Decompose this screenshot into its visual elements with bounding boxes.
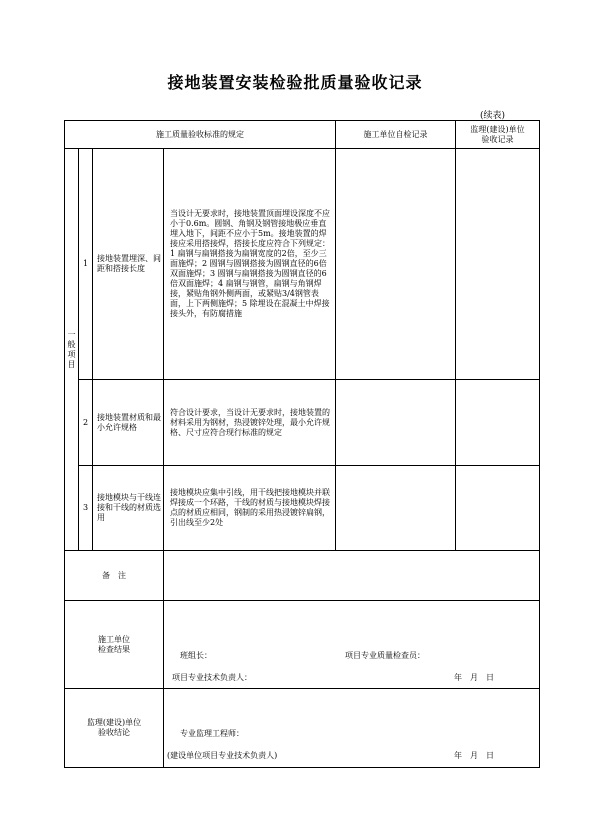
- standard-text: 当设计无要求时，接地装置顶面埋设深度不应小于0.6m。圆钢、角钢及钢管接地极应垂直埋入地下，间距不应小于5m。接地装置的焊接应采用搭接焊，搭接长度应符合下列规定：1 扁钢与扁钢搭接为扁钢宽度的2倍，至少三面施焊；2 圆钢与圆钢搭接为圆钢直径的6倍双面施焊；3 圆钢与扁钢搭接为圆钢直径的6倍双面施焊；4 扁钢与钢管，扁钢与角钢焊接，紧贴角钢外侧两面，或紧贴3/4钢管表面，上下两侧施焊；5 除埋设在混凝土中焊接接头外，有防腐措施: [164, 149, 336, 380]
- supervision-label: 监理(建设)单位 验收结论: [65, 689, 164, 768]
- supervisor-cell[interactable]: [456, 149, 540, 380]
- section-char: 目: [67, 359, 76, 369]
- item-name: 接地装置材质和最小允许规格: [93, 380, 164, 466]
- self-check-cell[interactable]: [336, 149, 456, 380]
- header-supervisor: 监理(建设)单位 验收记录: [456, 121, 540, 149]
- inspection-record-table: [64, 120, 540, 768]
- item-name: 接地模块与干线连接和干线的材质选用: [93, 466, 164, 551]
- continued-label: (续表): [480, 111, 506, 121]
- page-title: 接地装置安装检验批质量验收记录: [167, 73, 423, 92]
- header-standard: 施工质量验收标准的规定: [65, 121, 336, 149]
- date-label: 年 月 日: [454, 673, 494, 682]
- remarks-label: 备 注: [65, 551, 164, 601]
- section-char: 项: [67, 349, 76, 359]
- section-char: 一: [67, 329, 76, 339]
- supervisor-cell[interactable]: [456, 380, 540, 466]
- construction-label: 施工单位 检查结果: [65, 601, 164, 689]
- date-label: 年 月 日: [454, 751, 494, 760]
- quality-inspector-label: 项目专业质量检查员：: [345, 651, 425, 660]
- standard-text: 接地模块应集中引线，用干线把接地模块并联焊接成一个环路，干线的材质与接地模块焊接点的材质应相同，钢制的采用热浸镀锌扁钢，引出线至少2处: [164, 466, 336, 551]
- header-self-check: 施工单位自检记录: [336, 121, 456, 149]
- section-general-items: [65, 149, 79, 551]
- row-number: 3: [79, 466, 93, 551]
- supervisor-cell[interactable]: [456, 466, 540, 551]
- remarks-cell[interactable]: [164, 551, 540, 601]
- team-leader-label: 班组长：: [180, 651, 212, 660]
- row-number: 2: [79, 380, 93, 466]
- standard-text: 符合设计要求，当设计无要求时，接地装置的材料采用为钢材，热浸镀锌处理，最小允许规格、尺寸应符合现行标准的规定: [164, 380, 336, 466]
- tech-lead-label: 项目专业技术负责人：: [172, 673, 252, 682]
- supervision-engineer-label: 专业监理工程师：: [180, 729, 244, 738]
- section-char: 般: [67, 339, 76, 349]
- self-check-cell[interactable]: [336, 466, 456, 551]
- row-number: 1: [79, 149, 93, 380]
- construction-result-cell[interactable]: [164, 601, 540, 689]
- self-check-cell[interactable]: [336, 380, 456, 466]
- item-name: 接地装置埋深、间距和搭接长度: [93, 149, 164, 380]
- construction-unit-lead-label: (建设单位项目专业技术负责人): [167, 751, 278, 760]
- supervision-result-cell[interactable]: [164, 689, 540, 768]
